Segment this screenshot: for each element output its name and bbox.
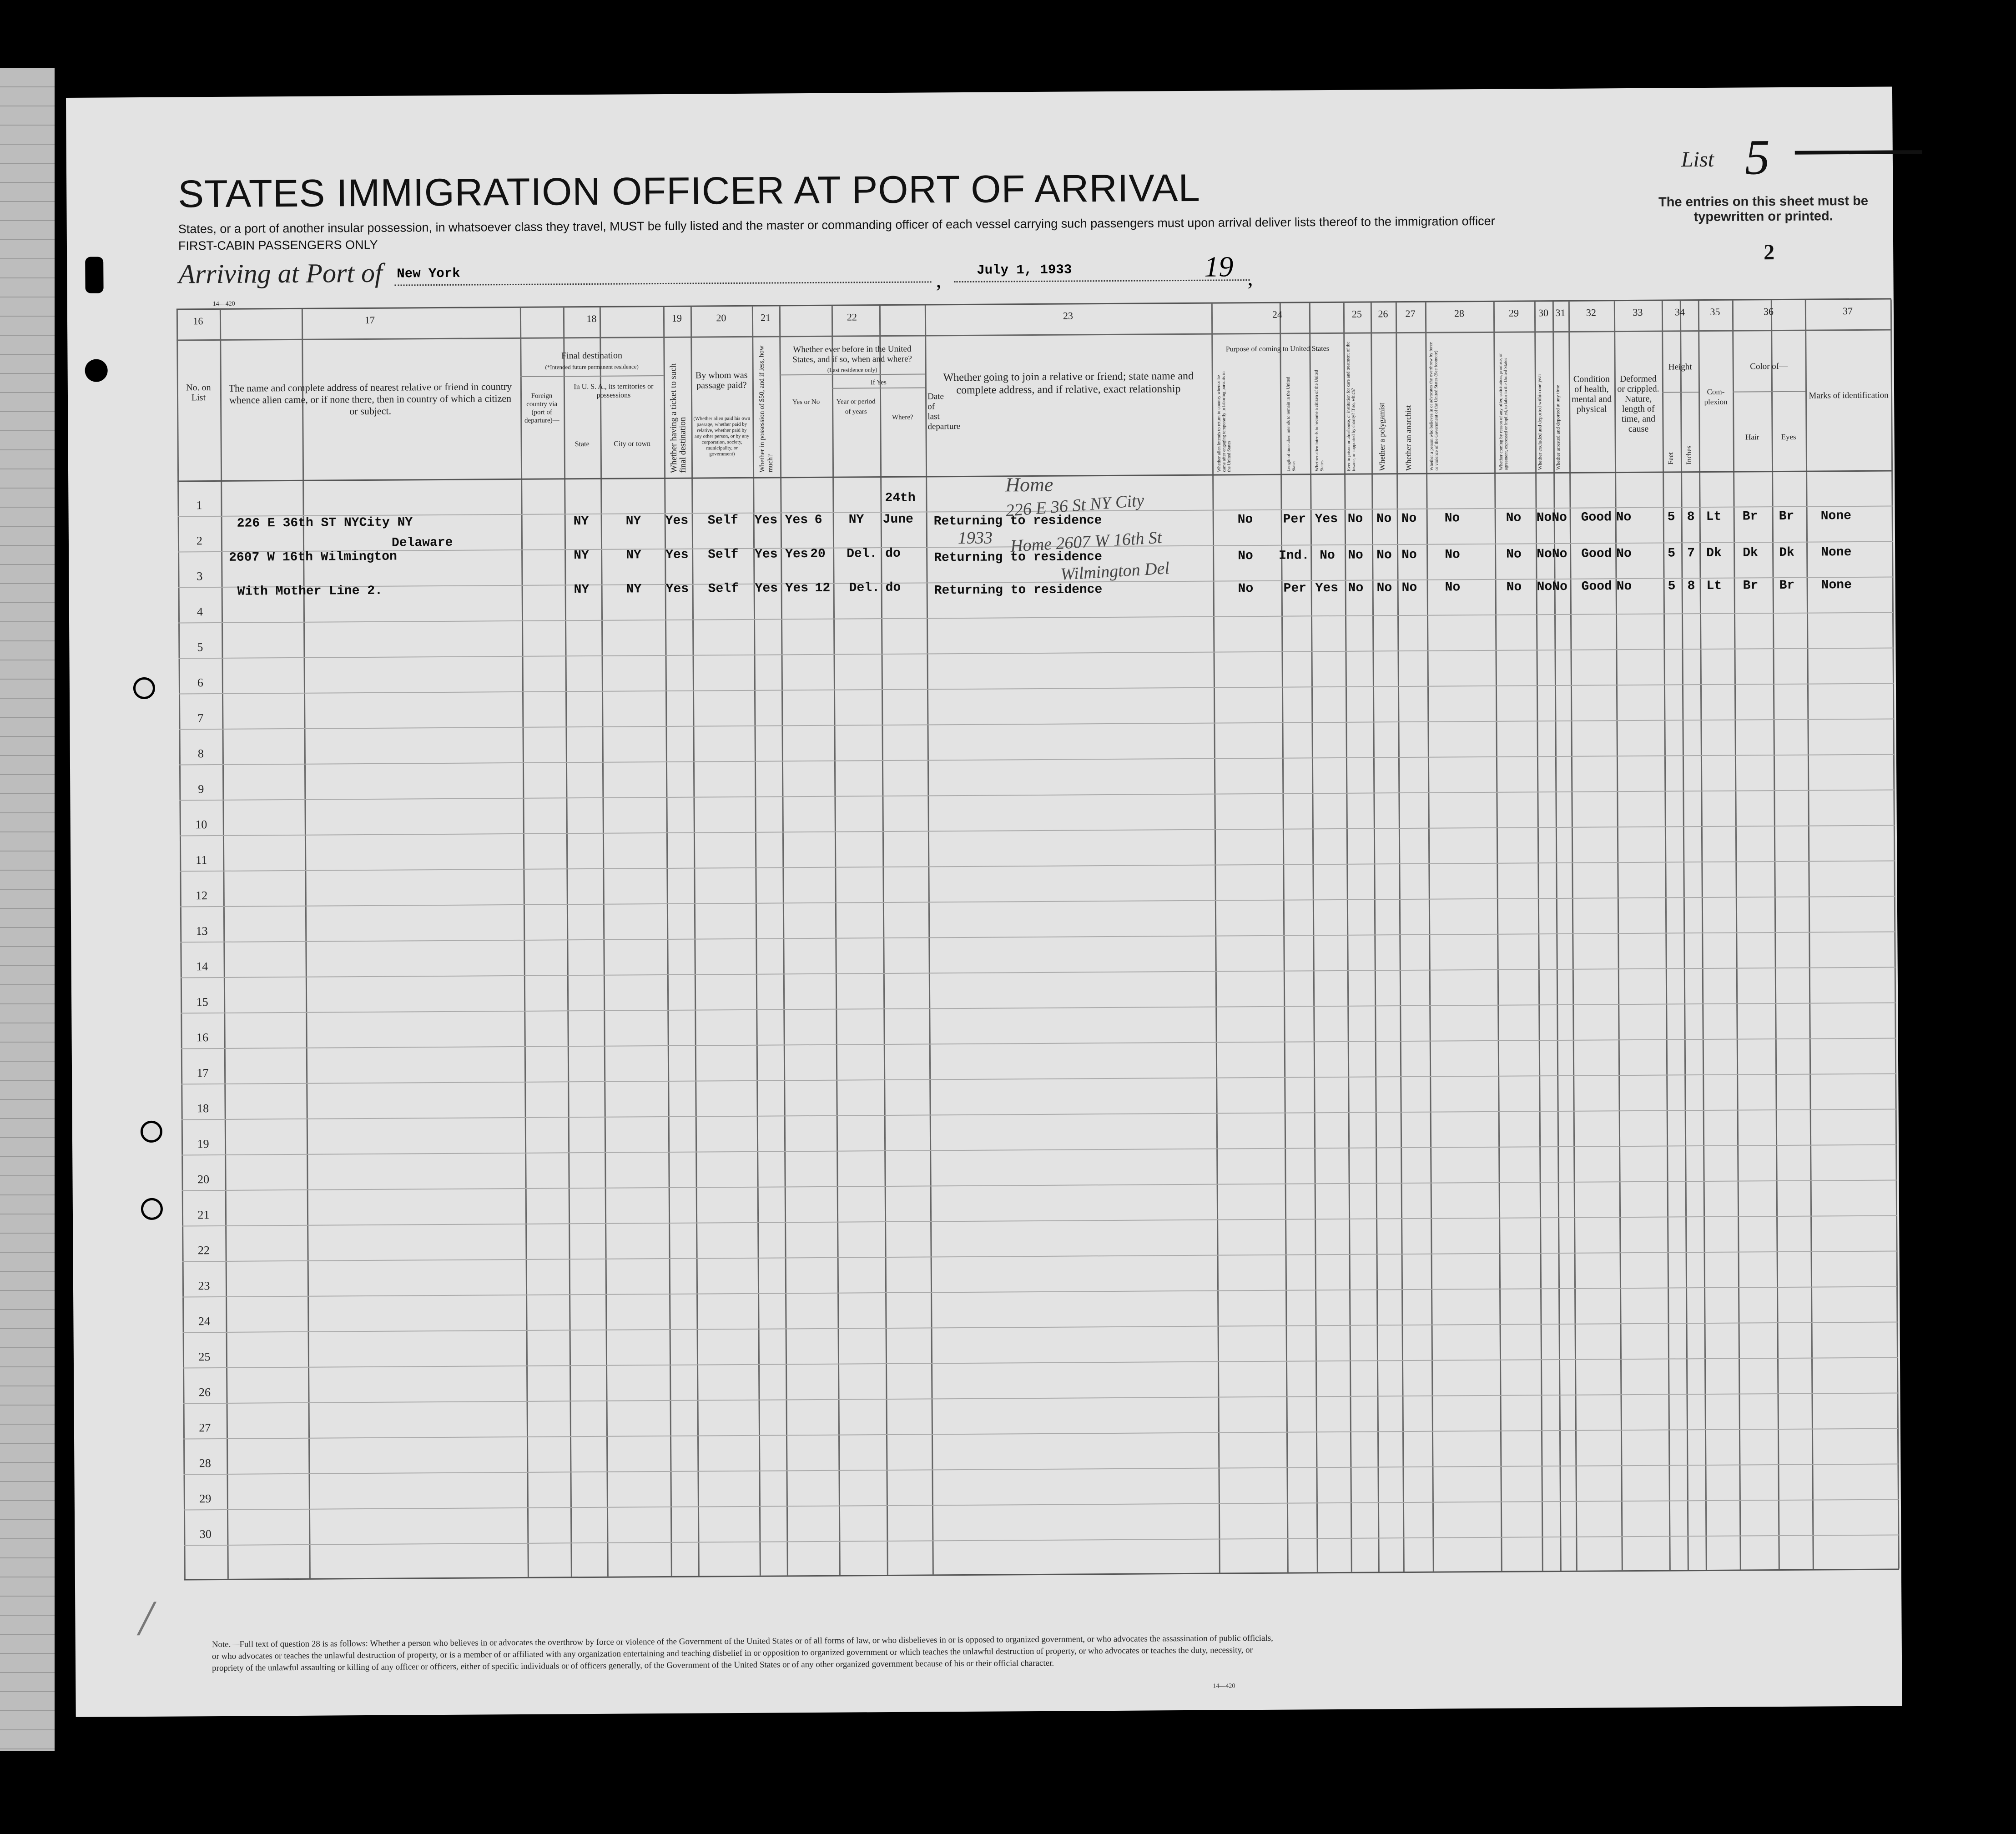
header-in-usa: In U. S. A., its territories or possessions xyxy=(574,383,654,399)
header-join-relative: Whether going to join a relative or friend; state name and complete address, and if relative, exact relationship xyxy=(943,370,1194,397)
header-nearest-relative: The name and complete address of nearest relative or friend in country whence alien came, or if none there, then in country of which a citizen or subject. xyxy=(228,381,512,417)
pencil-mark: / xyxy=(139,1590,153,1646)
header-excluded: Whether excluded and deported within one year xyxy=(1537,373,1543,470)
header-offer: Whether coming by reason of any offer, solicitation, promise, or agreement, expressed or implied, to labor in the United States xyxy=(1498,353,1509,470)
header-last-residence: (Last residence only) xyxy=(827,366,877,373)
row-number: 27 xyxy=(199,1421,211,1435)
row-line xyxy=(183,1428,1898,1439)
row-number: 13 xyxy=(196,924,208,938)
header-purpose: Purpose of coming to United States xyxy=(1225,345,1330,353)
row-number: 29 xyxy=(199,1492,212,1506)
row3-ticket: Yes xyxy=(665,582,689,596)
adjacent-page-edge xyxy=(0,68,55,1751)
row3-ever-before: Yes xyxy=(785,581,809,596)
col-num: 22 xyxy=(847,311,857,323)
row3-has-50: Yes xyxy=(755,581,778,596)
row2-has-50: Yes xyxy=(755,547,778,562)
row2-city: NY xyxy=(626,548,641,563)
row2-address-line: Delaware xyxy=(391,535,453,550)
row-line xyxy=(178,612,1893,623)
row1-complexion: Lt xyxy=(1706,509,1722,524)
col-num: 19 xyxy=(671,312,682,324)
row1-deformed: No xyxy=(1616,510,1632,525)
row-line xyxy=(180,860,1895,872)
row2-ticket: Yes xyxy=(665,548,689,562)
row1-eyes: Br xyxy=(1779,509,1794,524)
row2-where: Del. xyxy=(847,547,877,561)
row-number: 16 xyxy=(197,1031,209,1044)
row-line xyxy=(181,1002,1895,1013)
row1-purpose3: Yes xyxy=(1315,512,1338,527)
row-number: 8 xyxy=(197,747,204,761)
row1-join: Returning to residence xyxy=(933,514,1102,529)
header-arrested: Whether arrested and deported at any time xyxy=(1555,385,1562,470)
col-num: 35 xyxy=(1710,306,1720,317)
manifest-sheet xyxy=(66,86,1902,1717)
header-polygamist: Whether a polygamist xyxy=(1377,403,1387,471)
row-line xyxy=(180,931,1895,942)
binder-clip xyxy=(85,257,103,293)
row3-marks: None xyxy=(1821,578,1852,593)
handwritten-home-1: Home xyxy=(1005,473,1053,496)
row-line xyxy=(184,1499,1899,1510)
row1-health: Good xyxy=(1581,510,1612,525)
binder-hole-reinforced xyxy=(141,1121,162,1143)
row1-ticket: Yes xyxy=(665,514,689,528)
row1-overthrow: No xyxy=(1444,511,1460,526)
row2-state: NY xyxy=(574,548,589,563)
row1-departure-day: 24th xyxy=(885,491,916,506)
header-purpose-citizen: Whether alien intends to become a citizen of the United States xyxy=(1314,370,1325,472)
row-number: 30 xyxy=(199,1527,212,1541)
row3-address: With Mother Line 2. xyxy=(237,584,383,599)
row2-marks: None xyxy=(1821,545,1852,560)
header-height: Height xyxy=(1668,362,1692,372)
row-number: 24 xyxy=(198,1315,211,1328)
col-num: 18 xyxy=(586,312,597,325)
header-passage-paid: By whom was passage paid? xyxy=(695,370,748,391)
row3-complexion: Lt xyxy=(1706,579,1722,593)
header-health: Condition of health, mental and physical xyxy=(1571,374,1612,414)
arriving-label: Arriving at Port of xyxy=(178,257,383,289)
row-line xyxy=(180,825,1895,836)
row3-hair: Br xyxy=(1743,579,1759,593)
row-number: 20 xyxy=(197,1173,210,1186)
row-number: 5 xyxy=(197,640,203,654)
row-number: 10 xyxy=(195,818,207,831)
header-marks: Marks of identification xyxy=(1809,390,1889,401)
header-city: City or town xyxy=(614,440,651,448)
header-inches: Inches xyxy=(1685,445,1693,465)
row2-departure: do xyxy=(885,546,901,561)
row-line xyxy=(179,647,1894,659)
row-number: 26 xyxy=(198,1386,211,1399)
row-number: 1 xyxy=(196,499,202,512)
col-num: 21 xyxy=(760,312,771,323)
row-line xyxy=(182,1286,1897,1297)
row1-hair: Br xyxy=(1742,509,1758,524)
row2-ever-before: Yes xyxy=(785,547,808,562)
row3-anarchist: No xyxy=(1401,580,1417,595)
arriving-date: July 1, 1933 xyxy=(977,262,1072,278)
header-where: Where? xyxy=(892,413,913,421)
row-line xyxy=(179,718,1894,730)
row1-inches: 8 xyxy=(1687,510,1695,524)
row2-overthrow: No xyxy=(1445,548,1460,562)
footnote: Note.—Full text of question 28 is as follows: Whether a person who believes in or advocates the overthrow by force or violence of the Government of the United States or of all forms of law, or who disbelieves in or is opposed to organized government, or who advocates the assassination of public officials, or who advocates or teaches the unlawful destruction of property, or is a member of or affiliated with any organization entertaining and teaching disbelief in or opposition to organized government or which teaches the unlawful destruction of property, or who advocates or teaches the duty, necessity, or propriety of the unlawful assaulting or killing of any officer or officers, either of specific individuals or of officers generally, of the Government of the United States or of any other organized government because of his or their official character. xyxy=(212,1633,1273,1673)
port-dotline xyxy=(395,281,932,286)
header-overthrow: Whether a person who believes in or advocates the overthrow by force or violence of the Government of the United States (See footnote) xyxy=(1428,342,1440,471)
row1-has-50: Yes xyxy=(754,513,778,528)
manifest-table xyxy=(176,298,1899,1580)
header-eyes: Eyes xyxy=(1781,432,1796,441)
row-number: 25 xyxy=(198,1350,211,1364)
row1-paid-by: Self xyxy=(707,513,739,528)
header-possession-50: Whether in possession of $50, and if less, how much? xyxy=(758,345,775,473)
page-number: 2 xyxy=(1763,240,1775,265)
row-line xyxy=(184,1534,1899,1546)
header-year-period: Year or period of years xyxy=(836,398,876,416)
row1-ever-before: Yes xyxy=(785,513,808,528)
row-line xyxy=(181,967,1895,978)
comma: , xyxy=(1247,266,1253,291)
row2-join: Returning to residence xyxy=(934,550,1102,565)
handwritten-year: 1933 xyxy=(958,528,993,548)
row1-years: 6 xyxy=(814,513,822,527)
header-anarchist: Whether an anarchist xyxy=(1404,405,1413,471)
row3-paid-by: Self xyxy=(708,581,739,596)
row-number: 2 xyxy=(196,534,203,548)
col-num: 28 xyxy=(1454,307,1465,319)
row-number: 23 xyxy=(198,1279,210,1293)
row-line xyxy=(181,1073,1896,1084)
row2-complexion: Dk xyxy=(1706,546,1722,560)
row3-inches: 8 xyxy=(1687,579,1695,594)
row2-hair: Dk xyxy=(1743,546,1758,560)
row-line xyxy=(182,1179,1897,1191)
binder-hole xyxy=(85,359,108,382)
row2-inches: 7 xyxy=(1687,546,1695,561)
binder-hole-reinforced xyxy=(141,1198,163,1220)
row1-departure: June xyxy=(882,512,914,527)
row-number: 11 xyxy=(196,853,207,867)
row2-deformed: No xyxy=(1616,546,1632,561)
col-num: 23 xyxy=(1063,310,1074,322)
row-line xyxy=(182,1215,1897,1226)
col-num: 29 xyxy=(1508,307,1519,319)
row1-where: NY xyxy=(848,513,864,527)
row2-anarchist: No xyxy=(1401,548,1417,563)
row1-offer: No xyxy=(1506,511,1522,525)
header-final-destination: Final destination xyxy=(561,350,622,361)
handwritten-address-2: Wilmington Del xyxy=(1060,558,1170,584)
row-line xyxy=(179,683,1894,694)
row3-feet: 5 xyxy=(1668,579,1676,594)
header-final-destination-note: (*Intended future permanent residence) xyxy=(545,363,639,371)
row3-offer: No xyxy=(1506,580,1522,595)
row-number: 18 xyxy=(197,1102,209,1115)
row1-feet: 5 xyxy=(1667,510,1675,524)
row-line xyxy=(179,789,1894,801)
row-line xyxy=(183,1463,1898,1475)
row2-polygamist: No xyxy=(1376,548,1392,563)
row2-feet: 5 xyxy=(1668,546,1676,561)
row-line xyxy=(182,1250,1897,1262)
col-num: 36 xyxy=(1763,306,1774,317)
row-number: 3 xyxy=(197,569,203,583)
row3-polygamist: No xyxy=(1376,581,1392,595)
row3-join: Returning to residence xyxy=(934,583,1103,598)
header-deformed: Deformed or crippled. Nature, length of time, and cause xyxy=(1617,373,1659,434)
col-num: 34 xyxy=(1674,306,1685,318)
col-num: 27 xyxy=(1405,307,1416,320)
row2-paid-by: Self xyxy=(708,547,739,562)
list-label: List xyxy=(1681,147,1714,172)
arriving-year: 19 xyxy=(1204,250,1234,283)
row-number: 6 xyxy=(197,676,203,690)
row-number: 21 xyxy=(197,1208,210,1222)
arriving-port: New York xyxy=(397,266,460,282)
row-line xyxy=(183,1392,1898,1404)
row3-purpose3: Yes xyxy=(1315,581,1339,596)
header-color-of: Color of— xyxy=(1750,361,1788,372)
row2-years: 20 xyxy=(810,547,826,562)
row3-prison: No xyxy=(1348,581,1364,595)
row1-deported: NoNo xyxy=(1536,510,1567,525)
row-line xyxy=(181,1038,1896,1049)
row2-purpose1: No xyxy=(1238,549,1253,564)
row1-purpose1: No xyxy=(1237,513,1253,527)
header-prison: Ever in prison or almshouse, or institution for care and treatment of the insane, or supported by charity? If so, which? xyxy=(1346,342,1357,471)
row3-where: Del. xyxy=(849,581,880,595)
class-note: FIRST-CABIN PASSENGERS ONLY xyxy=(178,237,378,253)
row2-offer: No xyxy=(1506,547,1522,562)
list-underline xyxy=(1795,150,1922,155)
row-number: 17 xyxy=(197,1066,209,1080)
row3-health: Good xyxy=(1581,579,1612,594)
header-if-yes: If Yes xyxy=(870,378,887,387)
row-number: 12 xyxy=(196,889,208,902)
header-purpose-return: Whether alien intends to return to country whence he came after engaging temporarily in laboring pursuits in the United States xyxy=(1216,371,1232,472)
row-number: 15 xyxy=(196,995,208,1009)
header-yes-no: Yes or No xyxy=(792,398,820,406)
row3-state: NY xyxy=(574,582,590,597)
header-hair: Hair xyxy=(1745,433,1759,442)
row-line xyxy=(183,1357,1898,1368)
row2-deported: NoNo xyxy=(1537,547,1567,562)
row-line xyxy=(181,1108,1896,1120)
row1-city: NY xyxy=(625,514,641,529)
row-line xyxy=(181,1144,1896,1155)
row1-state: NY xyxy=(573,514,589,529)
col-num: 30 xyxy=(1538,307,1549,319)
col-num: 16 xyxy=(193,315,203,327)
row1-purpose2: Per xyxy=(1283,512,1306,527)
handwritten-address-1: 226 E 36 St NY City xyxy=(1005,490,1145,520)
row3-deported: NoNo xyxy=(1537,579,1567,595)
col-num: 37 xyxy=(1842,305,1853,317)
row3-departure: do xyxy=(885,580,901,595)
header-state: State xyxy=(575,440,590,448)
row-number: 14 xyxy=(196,960,208,973)
page-title: STATES IMMIGRATION OFFICER AT PORT OF ARRIVAL xyxy=(178,166,1200,216)
header-no-on-list: No. on List xyxy=(186,383,211,403)
row-number: 28 xyxy=(199,1456,211,1470)
header-foreign-country: Foreign country via (port of departure)— xyxy=(524,392,559,424)
row2-eyes: Dk xyxy=(1779,545,1794,560)
row3-deformed: No xyxy=(1616,579,1632,594)
col-num: 32 xyxy=(1586,307,1597,318)
form-code: 14—420 xyxy=(212,300,235,308)
row3-purpose2: Per xyxy=(1283,581,1307,596)
row-line xyxy=(179,754,1894,765)
typewritten-note: The entries on this sheet must be typewritten or printed. xyxy=(1658,193,1868,225)
row-number: 9 xyxy=(198,782,204,796)
row1-marks: None xyxy=(1820,509,1852,524)
header-purpose-length: Length of time alien intends to remain in the United States xyxy=(1285,377,1297,472)
col-num: 20 xyxy=(716,312,726,324)
page-subtitle: States, or a port of another insular possession, in whatsoever class they travel, MUST be fully listed and the master or commanding officer of each vessel carrying such passengers must upon arrival deliver lists thereof to the immigration officer xyxy=(178,214,1495,236)
header-ticket: Whether having a ticket to such final destination xyxy=(668,363,688,473)
row2-purpose2: Ind. xyxy=(1279,549,1310,563)
row3-years: 12 xyxy=(815,581,831,595)
row-number: 7 xyxy=(197,711,204,725)
footnote-code: 14—420 xyxy=(1213,1683,1235,1690)
header-feet: Feet xyxy=(1667,452,1675,465)
handwritten-home-2: Home 2607 W 16th St xyxy=(1010,528,1163,556)
comma: , xyxy=(936,268,942,292)
row3-overthrow: No xyxy=(1445,580,1461,595)
row3-city: NY xyxy=(626,582,642,597)
header-ever-before: Whether ever before in the United States, and if so, when and where? xyxy=(792,344,912,365)
row1-address: 226 E 36th ST NYCity NY xyxy=(237,515,413,531)
row-number: 4 xyxy=(197,605,203,619)
header-complexion: Com-plexion xyxy=(1704,387,1728,407)
col-num: 17 xyxy=(364,314,375,326)
row3-purpose1: No xyxy=(1238,582,1254,596)
list-number: 5 xyxy=(1744,129,1770,185)
row-number: 22 xyxy=(197,1244,210,1257)
row1-polygamist: No xyxy=(1376,512,1392,526)
col-num: 26 xyxy=(1378,308,1388,320)
row-line xyxy=(183,1321,1898,1333)
row3-eyes: Br xyxy=(1779,578,1795,593)
row-line xyxy=(180,896,1895,907)
row-number: 19 xyxy=(197,1137,209,1151)
row1-anarchist: No xyxy=(1401,511,1417,526)
header-passage-note: (Whether alien paid his own passage, whether paid by relative, whether paid by any other person, or by any corporation, society, municipality, or government) xyxy=(693,415,751,457)
row2-address: 2607 W 16th Wilmington xyxy=(229,549,397,565)
col-num: 25 xyxy=(1351,308,1362,320)
col-num: 24 xyxy=(1272,308,1283,320)
header-date-departure: Date of last departure xyxy=(927,392,961,432)
row1-prison: No xyxy=(1347,512,1363,526)
col-num: 33 xyxy=(1633,306,1643,318)
binder-hole-reinforced xyxy=(133,677,155,699)
row2-prison: No xyxy=(1348,548,1363,563)
col-num: 31 xyxy=(1555,307,1566,319)
row2-health: Good xyxy=(1581,547,1612,561)
row2-purpose3: No xyxy=(1320,548,1335,563)
